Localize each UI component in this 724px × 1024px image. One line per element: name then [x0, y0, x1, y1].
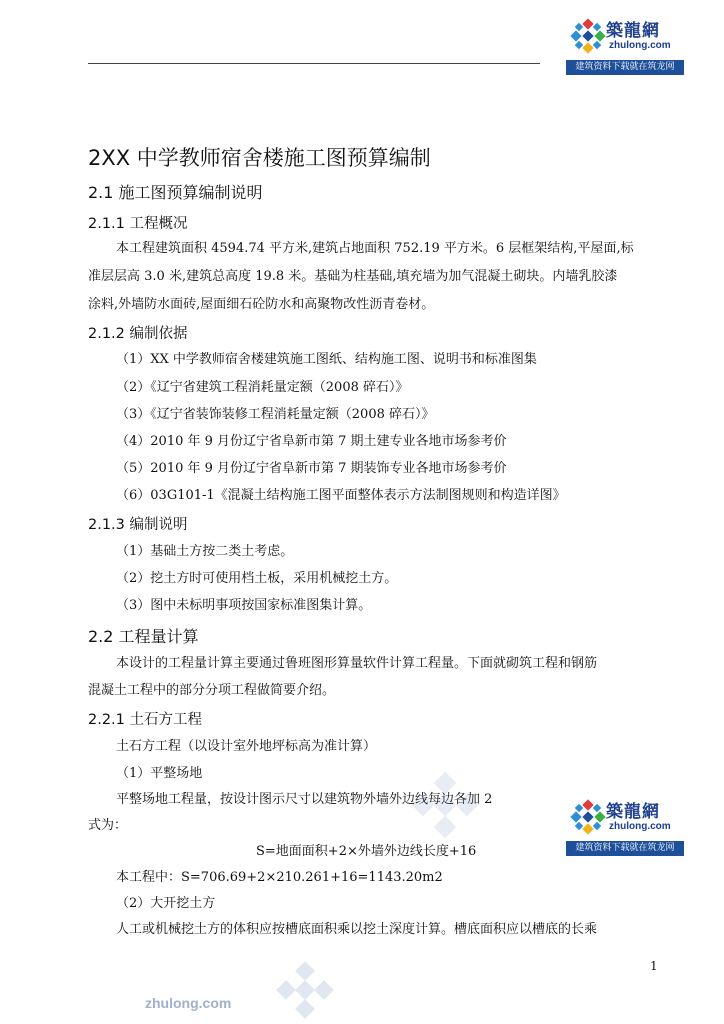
paragraph-line: 式为： — [88, 818, 128, 833]
zhulong-logo — [566, 14, 684, 76]
formula: S=地面面积+2×外墙外边线长度+16 — [256, 844, 477, 859]
list-item: （2）《辽宁省建筑工程消耗量定额（2008 碎石）》 — [116, 380, 409, 395]
section-2-2-1-heading: 2.2.1 土石方工程 — [88, 712, 203, 728]
watermark-domain: zhulong.com — [145, 995, 232, 1011]
section-2-1-heading: 2.1 施工图预算编制说明 — [88, 183, 263, 202]
footer-watermark — [210, 960, 570, 1020]
logo-domain: zhulong.com — [609, 40, 671, 51]
paragraph-line: 人工或机械挖土方的体积应按槽底面积乘以挖土深度计算。槽底面积应以槽底的长乘 — [116, 922, 598, 937]
section-2-1-1-heading: 2.1.1 工程概况 — [88, 216, 188, 232]
list-item: （2）大开挖土方 — [116, 896, 216, 911]
logo-banner: 建筑资料下载就在筑龙网 — [566, 60, 684, 75]
logo-domain: zhulong.com — [609, 821, 671, 832]
list-item: （1）平整场地 — [116, 766, 203, 781]
list-item: （6）03G101-1《混凝土结构施工图平面整体表示方法制图规则和构造详图》 — [116, 488, 566, 503]
paragraph-line: 准层层高 3.0 米,建筑总高度 19.8 米。基础为柱基础,填充墙为加气混凝土砌块。内墙乳胶漆 — [88, 269, 618, 284]
header-rule — [88, 63, 540, 64]
watermark-flake-icon — [410, 770, 480, 840]
logo-name-cn: 築龍網 — [606, 21, 660, 41]
list-item: （2）挖土方时可使用档土板，采用机械挖土方。 — [116, 571, 398, 586]
snowflake-logo-icon — [570, 16, 606, 56]
paragraph-line: 本设计的工程量计算主要通过鲁班图形算量软件计算工程量。下面就砌筑工程和钢筋 — [116, 656, 598, 671]
paragraph-line: 混凝土工程中的部分分项工程做简要介绍。 — [88, 683, 336, 698]
zhulong-logo-overlay — [566, 795, 684, 857]
section-2-1-3-heading: 2.1.3 编制说明 — [88, 517, 188, 533]
list-item: （3）《辽宁省装饰装修工程消耗量定额（2008 碎石）》 — [116, 407, 435, 422]
calculation: 本工程中：S=706.69+2×210.261+16=1143.20m2 — [116, 870, 443, 885]
list-item: （3）图中未标明事项按国家标准图集计算。 — [116, 598, 372, 613]
list-item: （1）XX 中学教师宿舍楼建筑施工图纸、结构施工图、说明书和标准图集 — [116, 352, 537, 367]
paragraph-line: 本工程建筑面积 4594.74 平方米,建筑占地面积 752.19 平方米。6 层框架结构,平屋面,标 — [116, 241, 634, 256]
snowflake-logo-icon — [570, 797, 606, 837]
document-title: 2XX 中学教师宿舍楼施工图预算编制 — [88, 146, 431, 170]
list-item: （5）2010 年 9 月份辽宁省阜新市第 7 期装饰专业各地市场参考价 — [116, 461, 507, 476]
paragraph-line: 涂料,外墙防水面砖,屋面细石砼防水和高聚物改性沥青卷材。 — [88, 297, 435, 312]
paragraph-line: 土石方工程（以设计室外地坪标高为准计算） — [116, 739, 377, 754]
section-2-2-heading: 2.2 工程量计算 — [88, 627, 199, 646]
paragraph-line: 平整场地工程量，按设计图示尺寸以建筑物外墙外边线每边各加 2 — [116, 792, 493, 807]
list-item: （1）基础土方按二类土考虑。 — [116, 544, 294, 559]
page-number: 1 — [650, 959, 658, 973]
watermark-flake-icon — [275, 960, 335, 1020]
logo-name-cn: 築龍網 — [606, 802, 660, 822]
section-2-1-2-heading: 2.1.2 编制依据 — [88, 326, 188, 342]
logo-banner: 建筑资料下载就在筑龙网 — [566, 841, 684, 856]
list-item: （4）2010 年 9 月份辽宁省阜新市第 7 期土建专业各地市场参考价 — [116, 434, 507, 449]
